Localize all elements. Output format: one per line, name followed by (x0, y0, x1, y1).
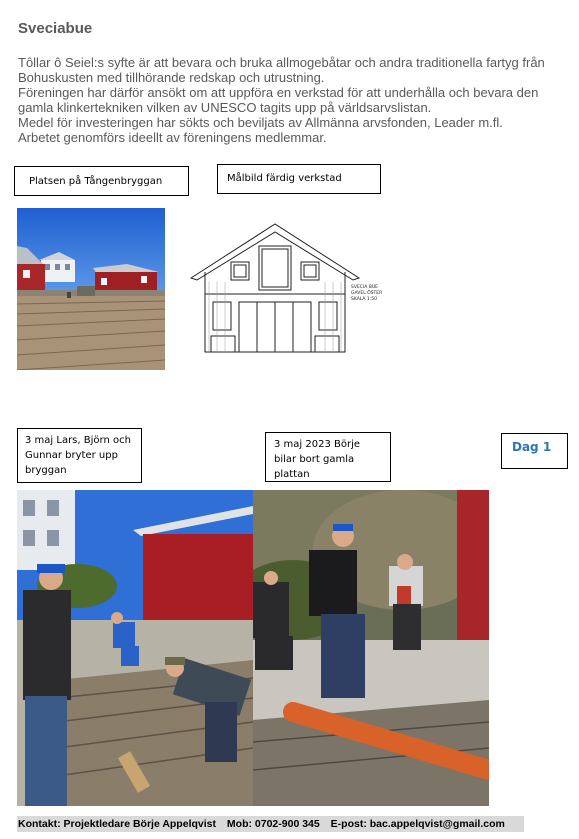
demolish-photo-2 (253, 490, 489, 806)
sketch-note: SVECIA BUE GAVEL ÖSTER SKALA 1:50 (351, 285, 383, 302)
intro-paragraph: Föreningen har därför ansökt om att uppföra en verkstad för att underhålla och bevara den gamla klinkertekniken vilken av UNESCO tagits upp på världsarvslistan. (18, 85, 539, 115)
workshop-sketch (165, 206, 401, 372)
demolish-photo-1 (17, 490, 253, 806)
caption-demolish-1: 3 maj Lars, Björn och Gunnar bryter upp bryggan (17, 428, 142, 483)
page-title: Sveciabue (18, 20, 93, 37)
caption-target-image: Målbild färdig verkstad (217, 164, 381, 194)
intro-paragraph: Arbetet genomförs ideellt av föreningens medlemmar. (18, 130, 327, 145)
caption-site: Platsen på Tångenbryggan (14, 166, 189, 196)
contact-mobile: Mob: 0702-900 345 (226, 818, 320, 830)
intro-paragraph: Tôllar ô Seiel:s syfte är att bevara och bruka allmogebåtar och andra traditionella fartyg från Bohuskusten med tillhörande redskap och utrustning. (18, 55, 545, 85)
intro-paragraph: Medel för investeringen har sökts och beviljats av Allmänna arvsfonden, Leader m.fl. (18, 115, 503, 130)
caption-demolish-2: 3 maj 2023 Börje bilar bort gamla plattan (265, 432, 391, 482)
intro-text (18, 55, 573, 145)
contact-person: Kontakt: Projektledare Börje Appelqvist (18, 818, 216, 830)
contact-email: E-post: bac.appelqvist@gmail.com (330, 818, 505, 830)
day-label: Dag 1 (501, 433, 568, 469)
contact-footer (17, 816, 524, 832)
site-photo (17, 208, 165, 370)
